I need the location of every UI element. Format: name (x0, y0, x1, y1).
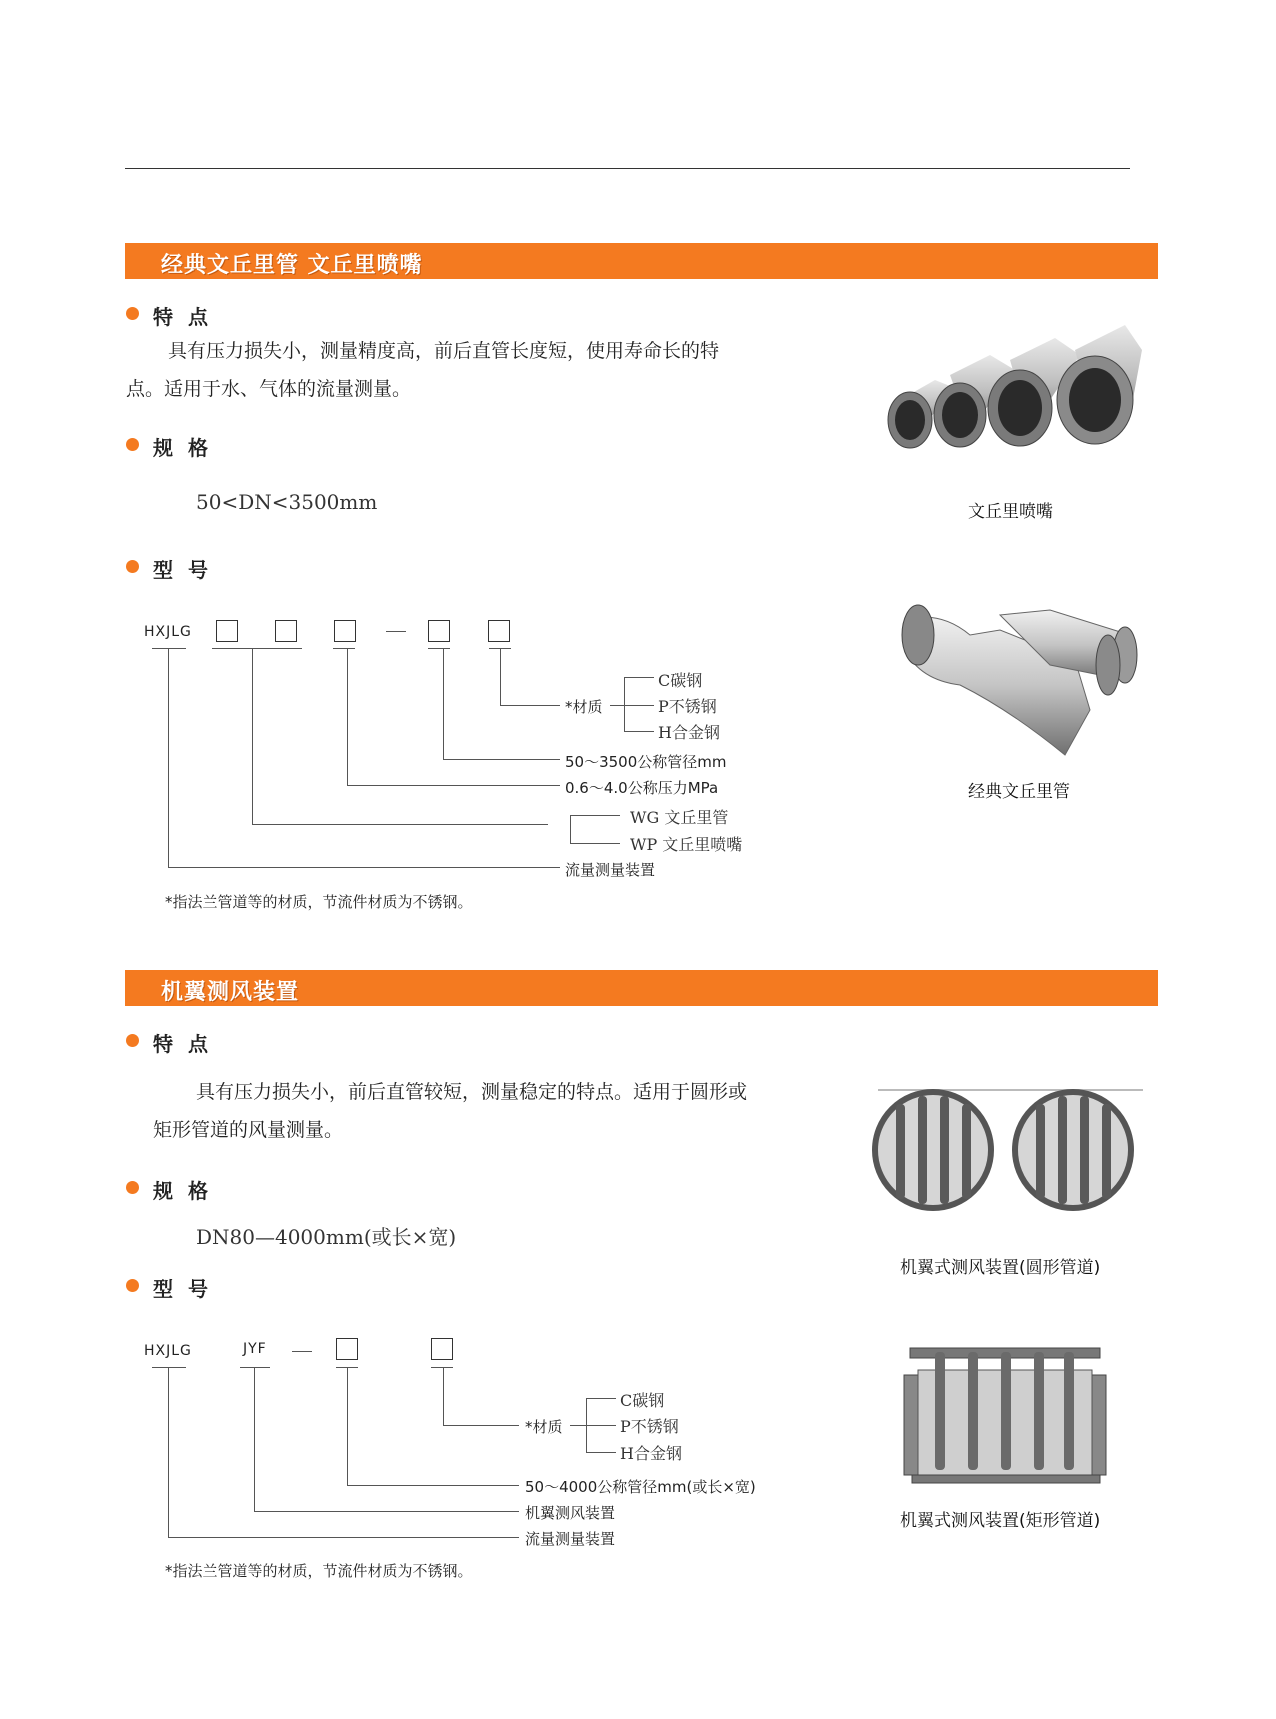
model-heading: 型 号 (153, 558, 212, 582)
features-text-line2: 点。适用于水、气体的流量测量。 (126, 378, 412, 400)
features-text-line2: 矩形管道的风量测量。 (153, 1119, 344, 1141)
airfoil-round-image (868, 1082, 1148, 1212)
model-code: HXJLG (144, 624, 192, 640)
leader-line (168, 1537, 519, 1538)
material-label: *材质 (565, 698, 603, 716)
model-code: HXJLG (144, 1343, 192, 1359)
leader-line (443, 1425, 519, 1426)
type-option: WP 文丘里喷嘴 (630, 835, 743, 854)
venturi-nozzle-image (880, 320, 1145, 470)
section-banner-venturi (125, 243, 1158, 279)
leader-line (500, 648, 501, 706)
spec-value: DN80—4000mm(或长×宽) (196, 1225, 457, 1249)
bracket-line (570, 1425, 586, 1426)
material-option: P不锈钢 (620, 1417, 679, 1436)
material-option: C碳钢 (620, 1391, 665, 1410)
features-heading: 特 点 (153, 305, 212, 329)
features-text-line1: 具有压力损失小，前后直管较短，测量稳定的特点。适用于圆形或 (196, 1081, 748, 1103)
bracket-line (586, 1398, 616, 1399)
bracket-line (624, 705, 654, 706)
leader-line (443, 759, 560, 760)
leader-line (347, 785, 560, 786)
bullet-icon (126, 1279, 139, 1292)
features-heading: 特 点 (153, 1032, 212, 1056)
leader-line (443, 648, 444, 760)
spec-heading: 规 格 (153, 436, 212, 460)
leader-line (152, 1367, 186, 1368)
model-dash (292, 1351, 312, 1352)
bracket-line (610, 705, 624, 706)
model-slot-box (428, 620, 450, 642)
section-title: 经典文丘里管 文丘里喷嘴 (161, 253, 423, 278)
bracket-line (570, 843, 620, 844)
classic-venturi-image (900, 590, 1145, 760)
leader-line (443, 1367, 444, 1426)
footnote: *指法兰管道等的材质，节流件材质为不锈钢。 (165, 1562, 473, 1580)
section-title: 机翼测风装置 (161, 980, 300, 1005)
leader-line (252, 824, 548, 825)
device-label: 流量测量装置 (525, 1530, 616, 1548)
leader-line (254, 1367, 255, 1512)
model-heading: 型 号 (153, 1277, 212, 1301)
image-caption: 经典文丘里管 (968, 782, 1070, 802)
leader-line (168, 648, 169, 868)
bracket-line (586, 1452, 616, 1453)
diameter-label: 50～3500公称管径mm (565, 753, 727, 771)
bracket-line (570, 815, 571, 844)
bullet-icon (126, 307, 139, 320)
bullet-icon (126, 1181, 139, 1194)
footnote: *指法兰管道等的材质，节流件材质为不锈钢。 (165, 893, 473, 911)
leader-line (431, 1367, 453, 1368)
spec-value: 50<DN<3500mm (196, 490, 378, 514)
bullet-icon (126, 560, 139, 573)
section-banner-airfoil (125, 970, 1158, 1006)
model-slot-box (431, 1338, 453, 1360)
model-slot-box (488, 620, 510, 642)
leader-line (254, 1511, 519, 1512)
material-option: C碳钢 (658, 671, 703, 690)
image-caption: 机翼式测风装置(圆形管道) (900, 1258, 1101, 1278)
image-caption: 文丘里喷嘴 (968, 502, 1053, 522)
material-option: H合金钢 (658, 723, 720, 742)
image-caption: 机翼式测风装置(矩形管道) (900, 1511, 1101, 1531)
bullet-icon (126, 438, 139, 451)
material-option: H合金钢 (620, 1444, 682, 1463)
bracket-line (586, 1425, 616, 1426)
material-label: *材质 (525, 1418, 563, 1436)
bullet-icon (126, 1034, 139, 1047)
spec-heading: 规 格 (153, 1179, 212, 1203)
material-option: P不锈钢 (658, 697, 717, 716)
leader-line (347, 1367, 348, 1486)
leader-line (240, 1367, 270, 1368)
leader-line (333, 648, 355, 649)
leader-line (347, 1485, 519, 1486)
pressure-label: 0.6～4.0公称压力MPa (565, 779, 719, 797)
device-label: 流量测量装置 (565, 861, 656, 879)
device-type-label: 机翼测风装置 (525, 1504, 616, 1522)
leader-line (152, 648, 186, 649)
leader-line (252, 648, 253, 825)
model-slot-box (336, 1338, 358, 1360)
leader-line (500, 705, 560, 706)
leader-line (168, 1367, 169, 1538)
model-suffix: JYF (243, 1341, 267, 1357)
model-slot-box (216, 620, 238, 642)
airfoil-rect-image (900, 1340, 1115, 1485)
bracket-line (570, 815, 620, 816)
features-text-line1: 具有压力损失小，测量精度高，前后直管长度短，使用寿命长的特 (168, 340, 720, 362)
leader-line (212, 648, 302, 649)
model-dash (386, 631, 406, 632)
model-slot-box (275, 620, 297, 642)
leader-line (428, 648, 450, 649)
leader-line (168, 867, 560, 868)
header-rule (125, 168, 1130, 169)
diameter-label: 50～4000公称管径mm(或长×宽) (525, 1478, 756, 1496)
bracket-line (624, 677, 654, 678)
type-option: WG 文丘里管 (630, 808, 729, 827)
model-slot-box (334, 620, 356, 642)
leader-line (347, 648, 348, 786)
bracket-line (624, 731, 654, 732)
